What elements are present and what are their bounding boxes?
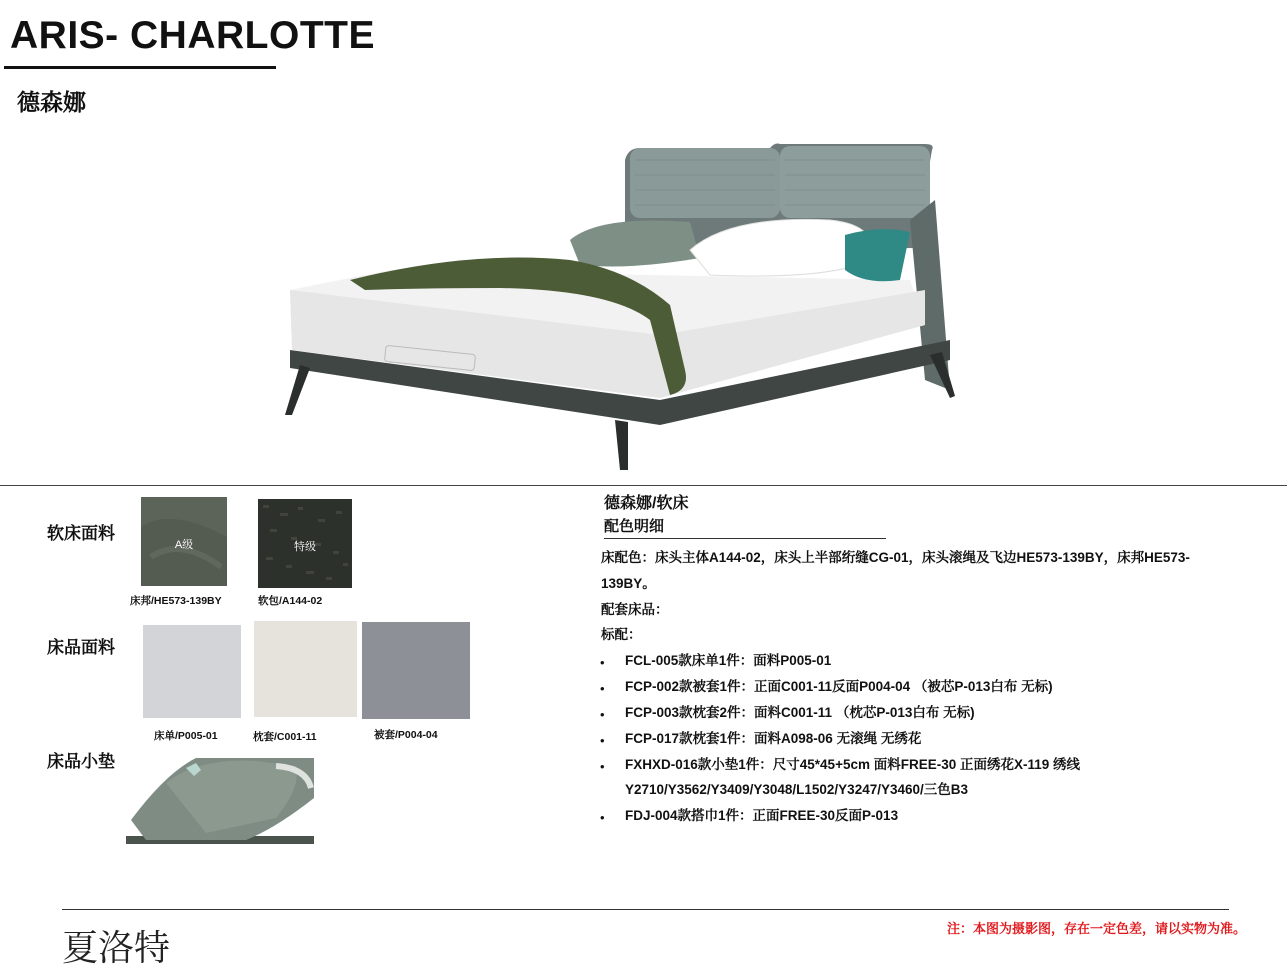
fabric-swatch-premium (258, 499, 352, 588)
swatch-caption: 软包/A144-02 (258, 595, 323, 607)
bullet: • (600, 681, 605, 696)
cushion-photo (126, 758, 314, 844)
bedding-item: FDJ-004款搭巾1件：正面FREE-30反面P-013 (625, 808, 899, 823)
spec-underline (604, 538, 886, 539)
product-title: ARIS- CHARLOTTE (10, 14, 375, 57)
bullet: • (600, 759, 605, 774)
bedding-item: FCP-003款枕套2件：面料C001-11 （枕芯P-013白布 无标) (625, 705, 975, 720)
spec-subtitle: 配色明细 (604, 518, 665, 535)
fabric-swatch-pillowcase (254, 621, 357, 717)
bedding-item: FCP-017款枕套1件：面料A098-06 无滚绳 无绣花 (625, 731, 922, 746)
bedding-item: FCL-005款床单1件：面料P005-01 (625, 653, 832, 668)
bedding-item-cont: Y2710/Y3562/Y3409/Y3048/L1502/Y3247/Y3460/三色B3 (625, 782, 969, 797)
bed-fabric-label: 软床面料 (47, 524, 115, 543)
bullet: • (600, 655, 605, 670)
product-subtitle: 德森娜 (17, 89, 86, 115)
fabric-swatch-duvet (362, 622, 470, 719)
bedding-cushion-label: 床品小垫 (47, 752, 115, 771)
swatch-caption: 枕套/C001-11 (253, 731, 317, 743)
fabric-swatch-sheet (143, 625, 241, 718)
fabric-swatch-a (141, 497, 227, 586)
title-underline (4, 66, 276, 69)
swatch-grade-label: A级 (174, 539, 194, 552)
bedding-item: FXHXD-016款小垫1件：尺寸45*45+5cm 面料FREE-30 正面绣花X-119 绣线 (625, 757, 1081, 772)
bedding-item: FCP-002款被套1件：正面C001-11反面P004-04 （被芯P-013白布 无标) (625, 679, 1053, 694)
color-spec-line: 床配色：床头主体A144-02，床头上半部绗缝CG-01，床头滚绳及飞边HE573-139BY，床邦HE573- (601, 550, 1190, 565)
footer-divider (62, 909, 1229, 910)
swatch-caption: 床邦/HE573-139BY (130, 595, 222, 607)
color-spec-line-cont: 139BY。 (601, 576, 656, 591)
footer-product-name: 夏洛特 (62, 928, 171, 969)
bullet: • (600, 733, 605, 748)
swatch-grade-label: 特级 (294, 541, 316, 554)
spec-title: 德森娜/软床 (604, 495, 689, 512)
disclaimer-note: 注：本图为摄影图，存在一定色差，请以实物为准。 (947, 921, 1247, 936)
bedding-fabric-label: 床品面料 (47, 638, 115, 657)
swatch-caption: 被套/P004-04 (374, 729, 438, 741)
bullet: • (600, 810, 605, 825)
swatch-caption: 床单/P005-01 (154, 730, 218, 742)
standard-label: 标配： (601, 627, 642, 642)
bed-product-image (270, 140, 970, 480)
bullet: • (600, 707, 605, 722)
set-bedding-label: 配套床品： (601, 602, 669, 617)
section-divider (0, 485, 1287, 486)
